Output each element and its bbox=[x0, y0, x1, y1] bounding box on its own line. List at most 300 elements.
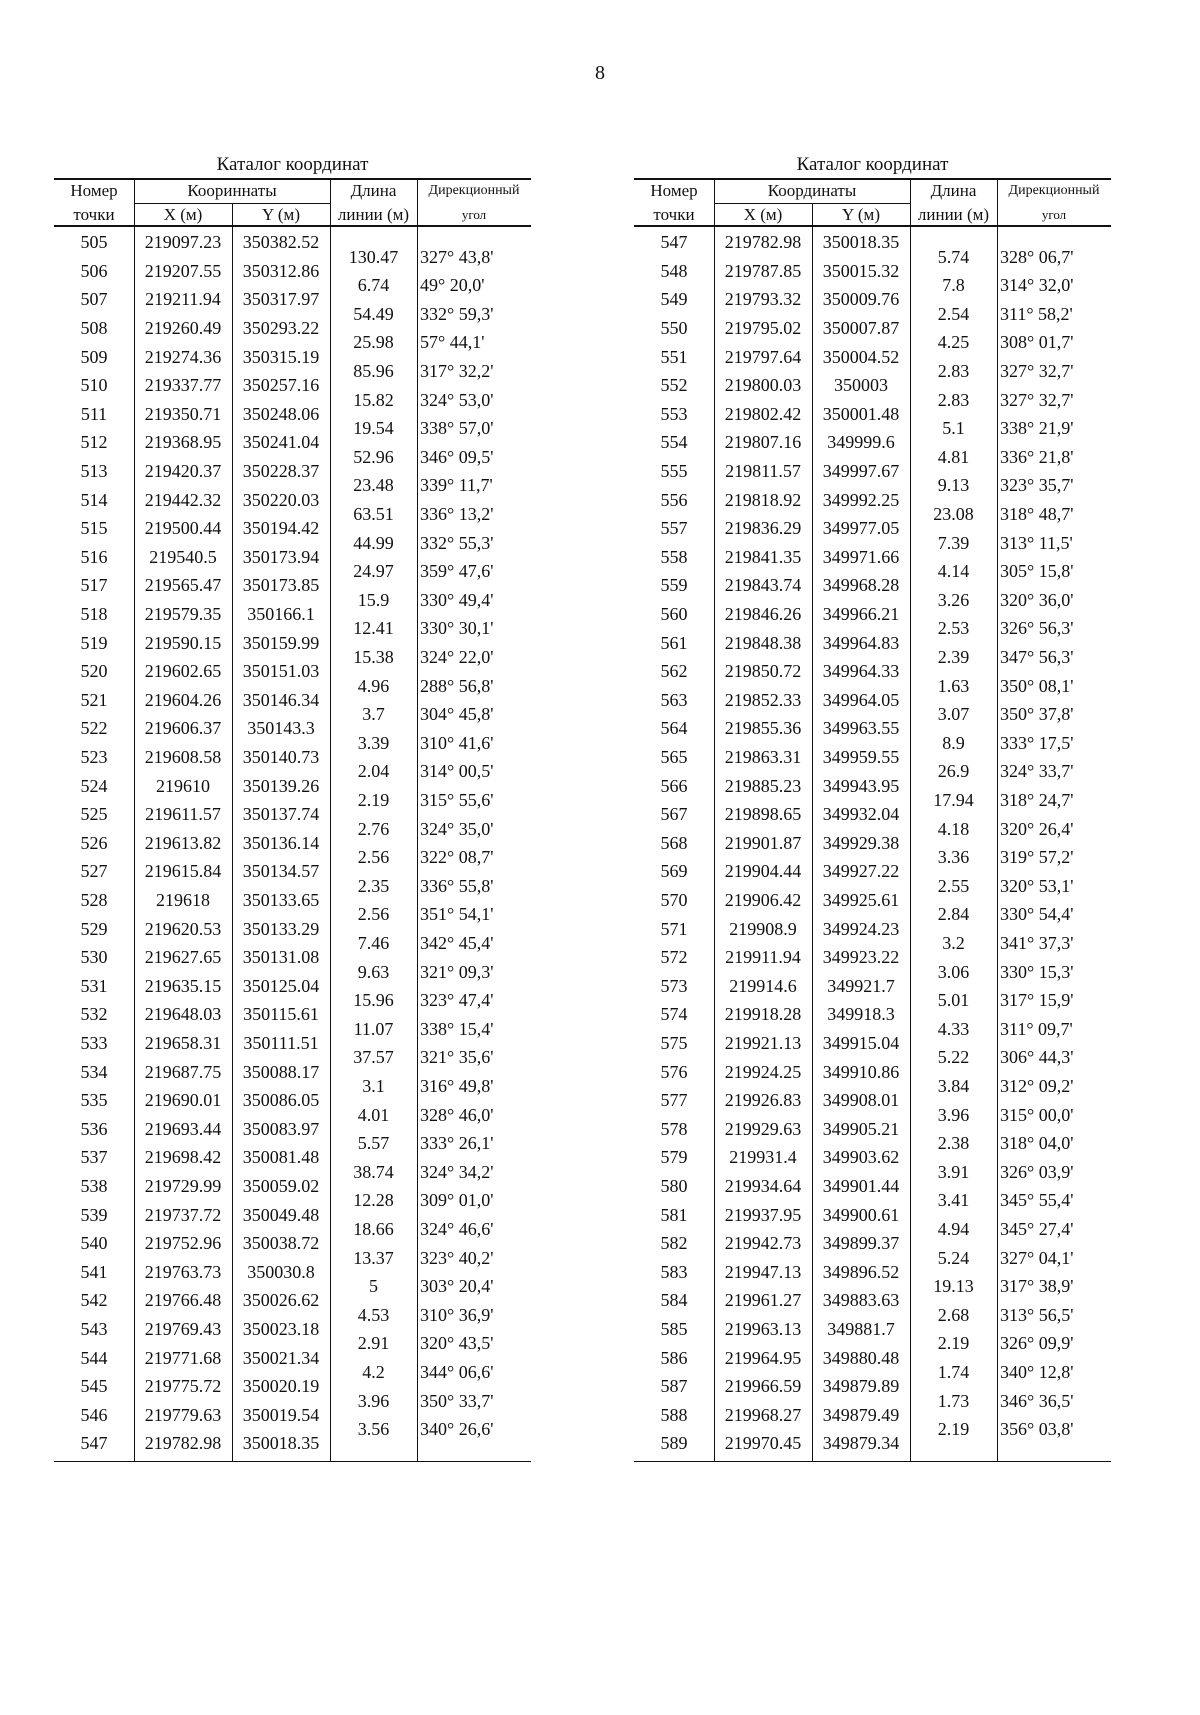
x-coordinate: 219687.75 bbox=[144, 1061, 222, 1082]
point-number: 572 bbox=[660, 947, 688, 968]
direction-angle: 339° 11,7' bbox=[420, 475, 493, 496]
point-number: 589 bbox=[660, 1433, 688, 1454]
y-coordinate: 350317.97 bbox=[242, 289, 320, 310]
y-coordinate: 349923.22 bbox=[822, 947, 900, 968]
line-length: 2.19 bbox=[937, 1333, 970, 1354]
direction-angle: 324° 34,2' bbox=[420, 1161, 494, 1182]
direction-angle: 303° 20,4' bbox=[420, 1276, 494, 1297]
y-coordinate: 349964.05 bbox=[822, 689, 900, 710]
y-coordinate: 349899.37 bbox=[822, 1233, 900, 1254]
point-number: 530 bbox=[80, 947, 108, 968]
direction-angle: 320° 43,5' bbox=[420, 1333, 494, 1354]
column-divider bbox=[714, 178, 715, 1461]
x-coordinate: 219793.32 bbox=[724, 289, 802, 310]
point-number: 548 bbox=[660, 260, 688, 281]
direction-angle: 309° 01,0' bbox=[420, 1190, 494, 1211]
direction-angle: 333° 26,1' bbox=[420, 1133, 494, 1154]
direction-angle: 315° 00,0' bbox=[1000, 1104, 1074, 1125]
x-coordinate: 219752.96 bbox=[144, 1233, 222, 1254]
direction-angle: 336° 55,8' bbox=[420, 875, 494, 896]
direction-angle: 350° 08,1' bbox=[1000, 675, 1074, 696]
y-coordinate: 349964.33 bbox=[822, 661, 900, 682]
table-border-top bbox=[634, 178, 1111, 180]
point-number: 541 bbox=[80, 1261, 108, 1282]
x-coordinate: 219964.95 bbox=[724, 1347, 802, 1368]
x-coordinate: 219795.02 bbox=[724, 318, 802, 339]
line-length: 3.06 bbox=[937, 961, 970, 982]
line-length: 15.38 bbox=[353, 646, 394, 667]
x-coordinate: 219590.15 bbox=[144, 632, 222, 653]
y-coordinate: 350133.65 bbox=[242, 890, 320, 911]
point-number: 585 bbox=[660, 1319, 688, 1340]
x-coordinate: 219635.15 bbox=[144, 975, 222, 996]
point-number: 570 bbox=[660, 890, 688, 911]
point-number: 571 bbox=[660, 918, 688, 939]
y-coordinate: 350088.17 bbox=[242, 1061, 320, 1082]
x-coordinate: 219934.64 bbox=[724, 1176, 802, 1197]
direction-angle: 338° 21,9' bbox=[1000, 418, 1074, 439]
line-length: 2.39 bbox=[937, 646, 970, 667]
line-length: 18.66 bbox=[353, 1218, 394, 1239]
direction-angle: 342° 45,4' bbox=[420, 932, 494, 953]
coordinate-catalog-left bbox=[54, 152, 531, 1461]
catalog-title: Каталог координат bbox=[796, 154, 949, 175]
line-length: 3.41 bbox=[937, 1190, 970, 1211]
coordinate-catalog-right bbox=[634, 152, 1111, 1461]
header-point-number: Номер bbox=[650, 181, 698, 200]
point-number: 531 bbox=[80, 975, 108, 996]
y-coordinate: 350023.18 bbox=[242, 1319, 320, 1340]
y-coordinate: 349932.04 bbox=[822, 804, 900, 825]
x-coordinate: 219368.95 bbox=[144, 432, 222, 453]
direction-angle: 351° 54,1' bbox=[420, 904, 494, 925]
y-coordinate: 350083.97 bbox=[242, 1118, 320, 1139]
table-border-bottom bbox=[54, 1461, 531, 1463]
direction-angle: 338° 15,4' bbox=[420, 1018, 494, 1039]
point-number: 524 bbox=[80, 775, 108, 796]
line-length: 3.2 bbox=[942, 932, 965, 953]
y-coordinate: 350173.94 bbox=[242, 546, 320, 567]
y-coordinate: 349880.48 bbox=[822, 1347, 900, 1368]
y-coordinate: 350003 bbox=[834, 375, 888, 396]
table-border-top bbox=[54, 178, 531, 180]
y-coordinate: 350151.03 bbox=[242, 661, 320, 682]
x-coordinate: 219627.65 bbox=[144, 947, 222, 968]
direction-angle: 315° 55,6' bbox=[420, 789, 494, 810]
header-coordinates: Коориннаты bbox=[187, 181, 277, 200]
header-y-coordinate: Y (м) bbox=[842, 204, 880, 224]
line-length: 44.99 bbox=[353, 532, 394, 553]
x-coordinate: 219442.32 bbox=[144, 489, 222, 510]
line-length: 19.54 bbox=[353, 418, 394, 439]
y-coordinate: 350146.34 bbox=[242, 689, 320, 710]
line-length: 23.08 bbox=[933, 503, 974, 524]
y-coordinate: 350220.03 bbox=[242, 489, 320, 510]
direction-angle: 316° 49,8' bbox=[420, 1075, 494, 1096]
point-number: 578 bbox=[660, 1118, 688, 1139]
y-coordinate: 350134.57 bbox=[242, 861, 320, 882]
point-number: 547 bbox=[80, 1433, 108, 1454]
y-coordinate: 349997.67 bbox=[822, 461, 900, 482]
point-number: 518 bbox=[80, 604, 108, 625]
y-coordinate: 349883.63 bbox=[822, 1290, 900, 1311]
x-coordinate: 219420.37 bbox=[144, 461, 222, 482]
line-length: 3.36 bbox=[937, 847, 970, 868]
point-number: 588 bbox=[660, 1404, 688, 1425]
direction-angle: 326° 03,9' bbox=[1000, 1161, 1074, 1182]
point-number: 577 bbox=[660, 1090, 688, 1111]
direction-angle: 327° 04,1' bbox=[1000, 1247, 1074, 1268]
point-number: 564 bbox=[660, 718, 688, 739]
line-length: 3.39 bbox=[357, 732, 390, 753]
point-number: 533 bbox=[80, 1033, 108, 1054]
point-number: 515 bbox=[80, 518, 108, 539]
y-coordinate: 349879.49 bbox=[822, 1404, 900, 1425]
point-number: 558 bbox=[660, 546, 688, 567]
x-coordinate: 219690.01 bbox=[144, 1090, 222, 1111]
direction-angle: 345° 27,4' bbox=[1000, 1218, 1074, 1239]
x-coordinate: 219658.31 bbox=[144, 1033, 222, 1054]
y-coordinate: 349908.01 bbox=[822, 1090, 900, 1111]
x-coordinate: 219906.42 bbox=[724, 890, 802, 911]
point-number: 566 bbox=[660, 775, 688, 796]
point-number: 509 bbox=[80, 346, 108, 367]
point-number: 520 bbox=[80, 661, 108, 682]
x-coordinate: 219763.73 bbox=[144, 1261, 222, 1282]
y-coordinate: 349896.52 bbox=[822, 1261, 900, 1282]
point-number: 584 bbox=[660, 1290, 688, 1311]
direction-angle: 359° 47,6' bbox=[420, 561, 494, 582]
line-length: 3.7 bbox=[362, 704, 385, 725]
y-coordinate: 350194.42 bbox=[242, 518, 320, 539]
header-line-length: Длина bbox=[350, 181, 397, 200]
x-coordinate: 219797.64 bbox=[724, 346, 802, 367]
column-divider bbox=[910, 178, 911, 1461]
direction-angle: 305° 15,8' bbox=[1000, 561, 1074, 582]
direction-angle: 310° 36,9' bbox=[420, 1304, 494, 1325]
direction-angle: 341° 37,3' bbox=[1000, 932, 1074, 953]
x-coordinate: 219855.36 bbox=[724, 718, 802, 739]
x-coordinate: 219337.77 bbox=[144, 375, 222, 396]
line-length: 4.25 bbox=[937, 332, 970, 353]
direction-angle: 311° 58,2' bbox=[1000, 303, 1073, 324]
point-number: 576 bbox=[660, 1061, 688, 1082]
x-coordinate: 219843.74 bbox=[724, 575, 802, 596]
x-coordinate: 219693.44 bbox=[144, 1118, 222, 1139]
line-length: 15.96 bbox=[353, 990, 394, 1011]
line-length: 4.96 bbox=[357, 675, 390, 696]
column-divider bbox=[417, 178, 418, 1461]
direction-angle: 324° 46,6' bbox=[420, 1218, 494, 1239]
x-coordinate: 219260.49 bbox=[144, 318, 222, 339]
point-number: 529 bbox=[80, 918, 108, 939]
x-coordinate: 219500.44 bbox=[144, 518, 222, 539]
line-length: 2.84 bbox=[937, 904, 970, 925]
direction-angle: 318° 24,7' bbox=[1000, 789, 1074, 810]
line-length: 2.56 bbox=[357, 904, 390, 925]
line-length: 8.9 bbox=[942, 732, 965, 753]
x-coordinate: 219771.68 bbox=[144, 1347, 222, 1368]
y-coordinate: 350248.06 bbox=[242, 403, 320, 424]
line-length: 5.22 bbox=[937, 1047, 970, 1068]
direction-angle: 320° 36,0' bbox=[1000, 589, 1074, 610]
x-coordinate: 219579.35 bbox=[144, 604, 222, 625]
y-coordinate: 349924.23 bbox=[822, 918, 900, 939]
x-coordinate: 219729.99 bbox=[144, 1176, 222, 1197]
point-number: 587 bbox=[660, 1376, 688, 1397]
direction-angle: 323° 35,7' bbox=[1000, 475, 1074, 496]
direction-angle: 340° 12,8' bbox=[1000, 1361, 1074, 1382]
direction-angle: 326° 09,9' bbox=[1000, 1333, 1074, 1354]
direction-angle: 332° 55,3' bbox=[420, 532, 494, 553]
point-number: 559 bbox=[660, 575, 688, 596]
y-coordinate: 349903.62 bbox=[822, 1147, 900, 1168]
y-coordinate: 349963.55 bbox=[822, 718, 900, 739]
line-length: 3.07 bbox=[937, 704, 970, 725]
y-coordinate: 349915.04 bbox=[822, 1033, 900, 1054]
y-coordinate: 350241.04 bbox=[242, 432, 320, 453]
y-coordinate: 349925.61 bbox=[822, 890, 900, 911]
y-coordinate: 349879.89 bbox=[822, 1376, 900, 1397]
direction-angle: 346° 09,5' bbox=[420, 446, 494, 467]
header-direction-angle: Дирекционный bbox=[1008, 182, 1100, 198]
point-number: 561 bbox=[660, 632, 688, 653]
y-coordinate: 350139.26 bbox=[242, 775, 320, 796]
point-number: 521 bbox=[80, 689, 108, 710]
x-coordinate: 219911.94 bbox=[725, 947, 801, 968]
x-coordinate: 219970.45 bbox=[724, 1433, 802, 1454]
line-length: 3.1 bbox=[362, 1075, 385, 1096]
column-divider bbox=[997, 178, 998, 1461]
point-number: 525 bbox=[80, 804, 108, 825]
x-coordinate: 219779.63 bbox=[144, 1404, 222, 1425]
column-divider bbox=[134, 178, 135, 1461]
point-number: 511 bbox=[80, 403, 108, 424]
x-coordinate: 219610 bbox=[156, 775, 210, 796]
line-length: 15.9 bbox=[357, 589, 390, 610]
point-number: 542 bbox=[80, 1290, 108, 1311]
point-number: 583 bbox=[660, 1261, 688, 1282]
x-coordinate: 219274.36 bbox=[144, 346, 222, 367]
direction-angle: 336° 21,8' bbox=[1000, 446, 1074, 467]
y-coordinate: 350018.35 bbox=[822, 232, 900, 253]
point-number: 522 bbox=[80, 718, 108, 739]
point-number: 563 bbox=[660, 689, 688, 710]
direction-angle: 318° 04,0' bbox=[1000, 1133, 1074, 1154]
x-coordinate: 219097.23 bbox=[144, 232, 222, 253]
y-coordinate: 349921.7 bbox=[827, 975, 895, 996]
line-length: 12.41 bbox=[353, 618, 394, 639]
x-coordinate: 219963.13 bbox=[724, 1319, 802, 1340]
point-number: 568 bbox=[660, 832, 688, 853]
direction-angle: 304° 45,8' bbox=[420, 704, 494, 725]
point-number: 506 bbox=[80, 260, 108, 281]
header-point-number-sub: точки bbox=[73, 204, 115, 224]
line-length: 2.91 bbox=[357, 1333, 390, 1354]
line-length: 7.8 bbox=[942, 275, 965, 296]
line-length: 4.14 bbox=[937, 561, 970, 582]
line-length: 37.57 bbox=[353, 1047, 394, 1068]
line-length: 2.55 bbox=[937, 875, 970, 896]
y-coordinate: 349927.22 bbox=[822, 861, 900, 882]
x-coordinate: 219898.65 bbox=[724, 804, 802, 825]
line-length: 63.51 bbox=[353, 503, 394, 524]
line-length: 52.96 bbox=[353, 446, 394, 467]
direction-angle: 338° 57,0' bbox=[420, 418, 494, 439]
direction-angle: 310° 41,6' bbox=[420, 732, 494, 753]
x-coordinate: 219787.85 bbox=[724, 260, 802, 281]
header-direction-angle-sub: угол bbox=[1041, 206, 1067, 222]
direction-angle: 57° 44,1' bbox=[420, 332, 485, 353]
y-coordinate: 349959.55 bbox=[822, 747, 900, 768]
line-length: 3.56 bbox=[357, 1419, 390, 1440]
line-length: 26.9 bbox=[937, 761, 970, 782]
y-coordinate: 350038.72 bbox=[242, 1233, 320, 1254]
y-coordinate: 349977.05 bbox=[822, 518, 900, 539]
x-coordinate: 219608.58 bbox=[144, 747, 222, 768]
x-coordinate: 219802.42 bbox=[724, 403, 802, 424]
x-coordinate: 219942.73 bbox=[724, 1233, 802, 1254]
point-number: 562 bbox=[660, 661, 688, 682]
direction-angle: 308° 01,7' bbox=[1000, 332, 1074, 353]
column-divider bbox=[812, 203, 813, 1461]
line-length: 2.76 bbox=[357, 818, 390, 839]
direction-angle: 317° 38,9' bbox=[1000, 1276, 1074, 1297]
point-number: 556 bbox=[660, 489, 688, 510]
direction-angle: 326° 56,3' bbox=[1000, 618, 1074, 639]
direction-angle: 330° 15,3' bbox=[1000, 961, 1074, 982]
x-coordinate: 219737.72 bbox=[144, 1204, 222, 1225]
y-coordinate: 350081.48 bbox=[242, 1147, 320, 1168]
x-coordinate: 219811.57 bbox=[725, 461, 801, 482]
point-number: 517 bbox=[80, 575, 108, 596]
x-coordinate: 219966.59 bbox=[724, 1376, 802, 1397]
y-coordinate: 349943.95 bbox=[822, 775, 900, 796]
direction-angle: 49° 20,0' bbox=[420, 275, 485, 296]
y-coordinate: 350049.48 bbox=[242, 1204, 320, 1225]
line-length: 3.96 bbox=[937, 1104, 970, 1125]
line-length: 2.83 bbox=[937, 389, 970, 410]
header-direction-angle-sub: угол bbox=[461, 206, 487, 222]
x-coordinate: 219618 bbox=[156, 890, 210, 911]
line-length: 4.18 bbox=[937, 818, 970, 839]
x-coordinate: 219818.92 bbox=[724, 489, 802, 510]
point-number: 540 bbox=[80, 1233, 108, 1254]
y-coordinate: 350228.37 bbox=[242, 461, 320, 482]
line-length: 5 bbox=[369, 1276, 378, 1297]
line-length: 2.68 bbox=[937, 1304, 970, 1325]
point-number: 573 bbox=[660, 975, 688, 996]
header-coordinates: Координаты bbox=[767, 181, 857, 200]
line-length: 54.49 bbox=[353, 303, 394, 324]
line-length: 13.37 bbox=[353, 1247, 394, 1268]
direction-angle: 350° 33,7' bbox=[420, 1390, 494, 1411]
x-coordinate: 219921.13 bbox=[724, 1033, 802, 1054]
line-length: 2.83 bbox=[937, 360, 970, 381]
line-length: 2.56 bbox=[357, 847, 390, 868]
point-number: 555 bbox=[660, 461, 688, 482]
header-x-coordinate: X (м) bbox=[743, 204, 783, 224]
direction-angle: 324° 35,0' bbox=[420, 818, 494, 839]
line-length: 4.81 bbox=[937, 446, 970, 467]
header-line-length-sub: линии (м) bbox=[917, 204, 990, 224]
y-coordinate: 350257.16 bbox=[242, 375, 320, 396]
direction-angle: 312° 09,2' bbox=[1000, 1075, 1074, 1096]
x-coordinate: 219769.43 bbox=[144, 1319, 222, 1340]
point-number: 552 bbox=[660, 375, 688, 396]
direction-angle: 314° 32,0' bbox=[1000, 275, 1074, 296]
header-line-length: Длина bbox=[930, 181, 977, 200]
point-number: 557 bbox=[660, 518, 688, 539]
x-coordinate: 219908.9 bbox=[729, 918, 797, 939]
line-length: 5.1 bbox=[942, 418, 965, 439]
point-number: 527 bbox=[80, 861, 108, 882]
table-border-bottom bbox=[634, 1461, 1111, 1463]
y-coordinate: 350293.22 bbox=[242, 318, 320, 339]
x-coordinate: 219846.26 bbox=[724, 604, 802, 625]
point-number: 526 bbox=[80, 832, 108, 853]
line-length: 7.39 bbox=[937, 532, 970, 553]
x-coordinate: 219602.65 bbox=[144, 661, 222, 682]
y-coordinate: 350004.52 bbox=[822, 346, 900, 367]
x-coordinate: 219850.72 bbox=[724, 661, 802, 682]
direction-angle: 350° 37,8' bbox=[1000, 704, 1074, 725]
point-number: 550 bbox=[660, 318, 688, 339]
x-coordinate: 219841.35 bbox=[724, 546, 802, 567]
x-coordinate: 219211.94 bbox=[145, 289, 221, 310]
line-length: 24.97 bbox=[353, 561, 394, 582]
direction-angle: 317° 32,2' bbox=[420, 360, 494, 381]
direction-angle: 321° 09,3' bbox=[420, 961, 494, 982]
direction-angle: 327° 32,7' bbox=[1000, 389, 1074, 410]
line-length: 4.2 bbox=[362, 1361, 385, 1382]
catalog-table bbox=[54, 178, 531, 1461]
x-coordinate: 219613.82 bbox=[144, 832, 222, 853]
x-coordinate: 219648.03 bbox=[144, 1004, 222, 1025]
x-coordinate: 219350.71 bbox=[144, 403, 222, 424]
x-coordinate: 219924.25 bbox=[724, 1061, 802, 1082]
line-length: 5.01 bbox=[937, 990, 970, 1011]
direction-angle: 320° 26,4' bbox=[1000, 818, 1074, 839]
point-number: 551 bbox=[660, 346, 688, 367]
direction-angle: 314° 00,5' bbox=[420, 761, 494, 782]
x-coordinate: 219968.27 bbox=[724, 1404, 802, 1425]
y-coordinate: 350015.32 bbox=[822, 260, 900, 281]
line-length: 4.01 bbox=[357, 1104, 390, 1125]
point-number: 560 bbox=[660, 604, 688, 625]
point-number: 523 bbox=[80, 747, 108, 768]
point-number: 532 bbox=[80, 1004, 108, 1025]
header-point-number-sub: точки bbox=[653, 204, 695, 224]
point-number: 516 bbox=[80, 546, 108, 567]
y-coordinate: 350115.61 bbox=[243, 1004, 319, 1025]
y-coordinate: 350059.02 bbox=[242, 1176, 320, 1197]
line-length: 2.04 bbox=[357, 761, 390, 782]
point-number: 549 bbox=[660, 289, 688, 310]
y-coordinate: 349900.61 bbox=[822, 1204, 900, 1225]
line-length: 5.57 bbox=[357, 1133, 390, 1154]
point-number: 574 bbox=[660, 1004, 688, 1025]
line-length: 9.13 bbox=[937, 475, 970, 496]
y-coordinate: 350026.62 bbox=[242, 1290, 320, 1311]
line-length: 4.33 bbox=[937, 1018, 970, 1039]
line-length: 2.38 bbox=[937, 1133, 970, 1154]
x-coordinate: 219207.55 bbox=[144, 260, 222, 281]
line-length: 2.35 bbox=[357, 875, 390, 896]
point-number: 528 bbox=[80, 890, 108, 911]
point-number: 581 bbox=[660, 1204, 688, 1225]
point-number: 543 bbox=[80, 1319, 108, 1340]
